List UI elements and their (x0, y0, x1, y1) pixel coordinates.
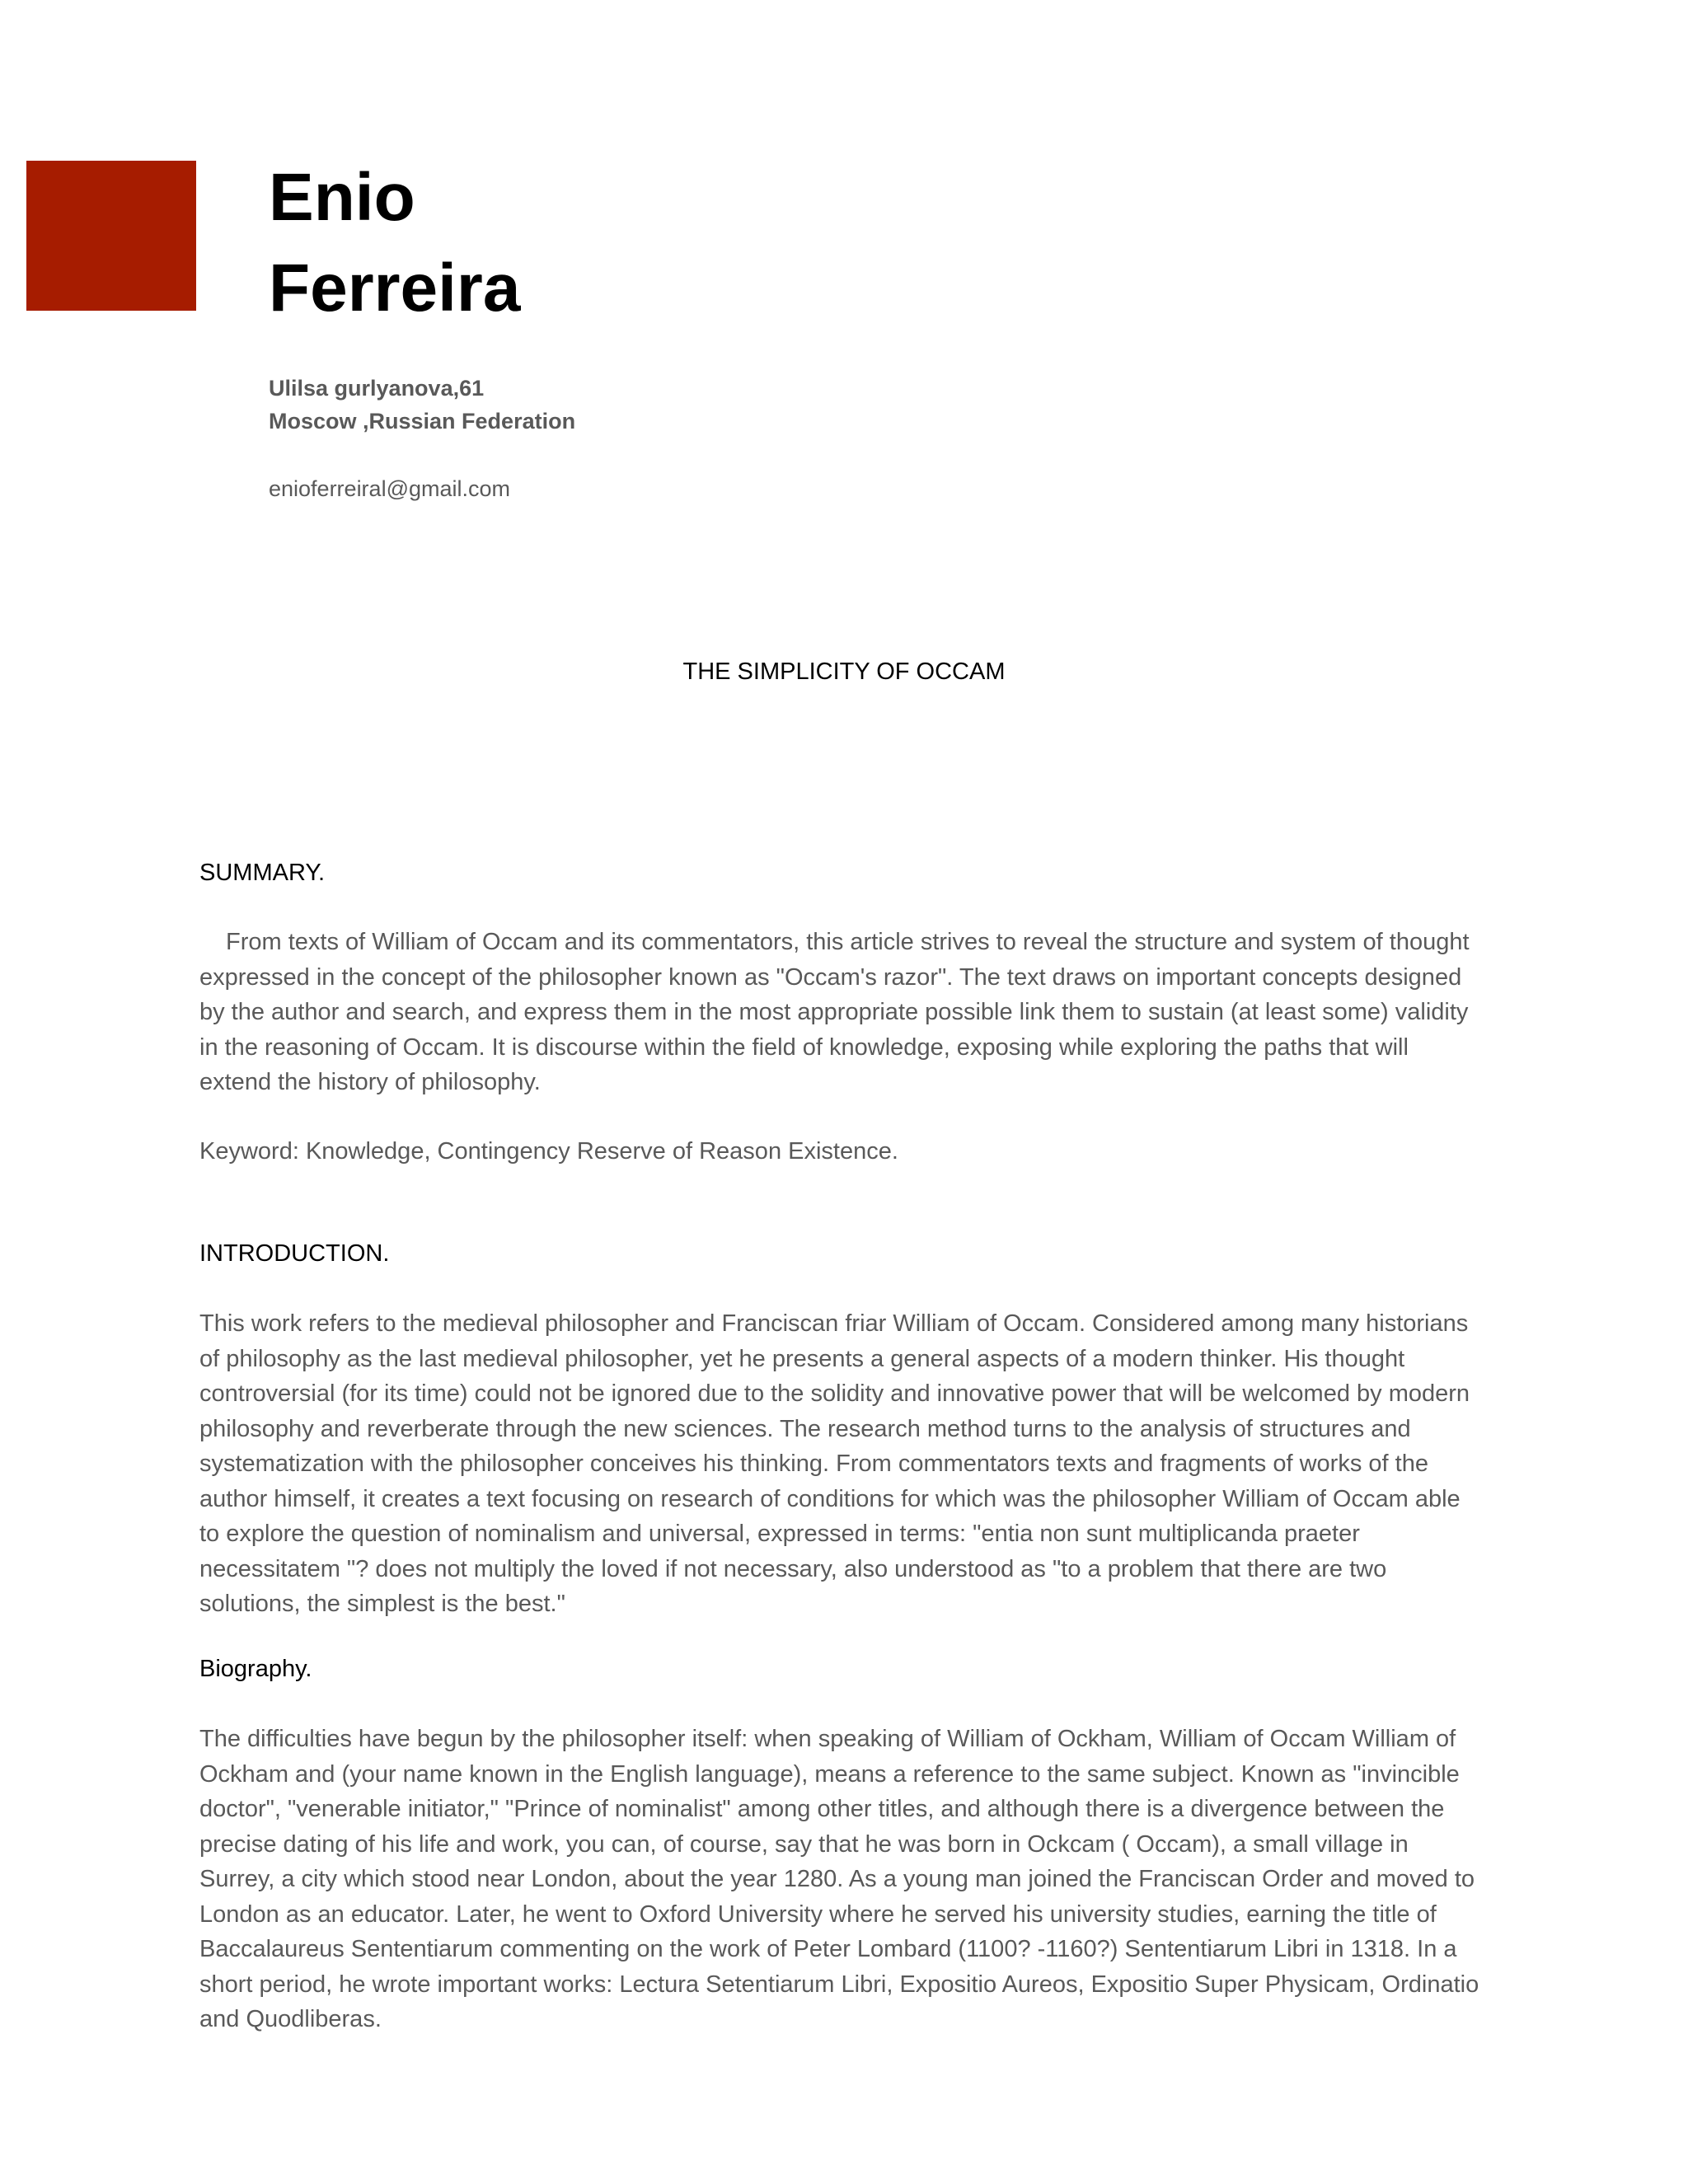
author-email: enioferreiral@gmail.com (269, 476, 511, 501)
author-first-name: Enio (269, 160, 415, 235)
biography-heading: Biography. (199, 1656, 312, 1682)
biography-body-section (199, 1722, 1485, 2037)
address-line-2: Moscow ,Russian Federation (269, 409, 576, 434)
summary-section (199, 856, 1485, 889)
keywords-section (199, 1134, 1485, 1169)
biography-section (199, 1652, 1485, 1685)
document-title: THE SIMPLICITY OF OCCAM (682, 658, 1006, 685)
author-last-name: Ferreira (269, 251, 521, 326)
introduction-body: This work refers to the medieval philosopher and Franciscan friar William of Occam. Considered among many historians of philosophy as the last medieval philosopher, yet he presents a general aspects of a modern thinker. His thought controversial (for its time) could not be ignored due to the solidity and innovative power that will be welcomed by modern philosophy and reverberate through the new sciences. The research method turns to the analysis of structures and systematization with the philosopher conceives his thinking. From commentators texts and fragments of works of the author himself, it creates a text focusing on research of conditions for which was the philosopher William of Occam able to explore the question of nominalism and universal, expressed in terms: "entia non sunt multiplicanda praeter necessitatem "? does not multiply the loved if not necessary, also understood as "to a problem that there are two solutions, the simplest is the best." (199, 1310, 1470, 1617)
biography-body: The difficulties have begun by the philosopher itself: when speaking of William of Ockham, William of Occam William of Ockham and (your name known in the English language), means a reference to the same subject. Known as "invincible doctor", "venerable initiator," "Prince of nominalist" among other titles, and although there is a divergence between the precise dating of his life and work, you can, of course, say that he was born in Ockcam ( Occam), a small village in Surrey, a city which stood near London, about the year 1280. As a young man joined the Franciscan Order and moved to London as an educator. Later, he went to Oxford University where he served his university studies, earning the title of Baccalaureus Sententiarum commenting on the work of Peter Lombard (1100? -1160?) Sententiarum Libri in 1318. In a short period, he wrote important works: Lectura Setentiarum Libri, Expositio Aureos, Expositio Super Physicam, Ordinatio and Quodliberas. (199, 1726, 1479, 2032)
keywords: Keyword: Knowledge, Contingency Reserve of Reason Existence. (199, 1138, 898, 1165)
introduction-body-section (199, 1306, 1485, 1622)
summary-body-section (199, 925, 1485, 1100)
introduction-heading: INTRODUCTION. (199, 1240, 390, 1267)
address-line-1: Ulilsa gurlyanova,61 (269, 376, 485, 401)
author-name (269, 152, 520, 334)
summary-heading: SUMMARY. (199, 860, 326, 886)
accent-block (26, 161, 196, 311)
author-address (269, 372, 575, 438)
summary-body: From texts of William of Occam and its commentators, this article strives to reveal the structure and system of thought expressed in the concept of the philosopher known as "Occam's razor". The text draws on important concepts designed by the author and search, and express them in the most appropriate possible link them to sustain (at least some) validity in the reasoning of Occam. It is discourse within the field of knowledge, exposing while exploring the paths that will extend the history of philosophy. (199, 929, 1470, 1095)
introduction-section (199, 1237, 1485, 1270)
